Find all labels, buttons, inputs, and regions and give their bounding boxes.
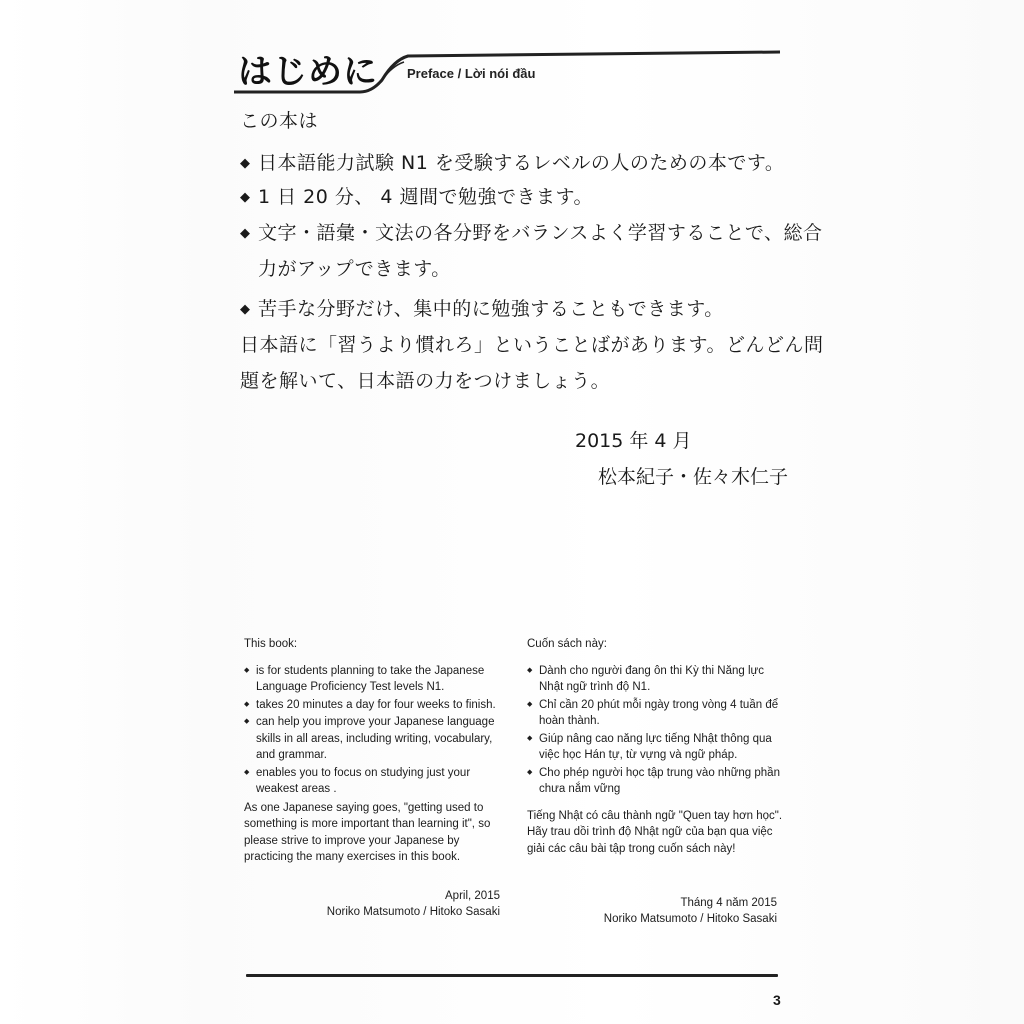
- list-item: ◆ can help you improve your Japanese language skills in all areas, including writing, vocabulary, and grammar.: [244, 714, 504, 764]
- japanese-bullet: ◆ 1 日 20 分、 4 週間で勉強できます。: [240, 186, 594, 208]
- english-heading: This book:: [244, 638, 298, 650]
- list-item: ◆ Chỉ cần 20 phút mỗi ngày trong vòng 4 tuần để hoàn thành.: [527, 697, 783, 730]
- english-authors: Noriko Matsumoto / Hitoko Sasaki: [326, 906, 500, 918]
- vietnamese-heading: Cuốn sách này:: [527, 638, 607, 650]
- english-signature: [244, 888, 500, 920]
- list-item: ◆ enables you to focus on studying just your weakest areas .: [244, 765, 504, 798]
- diamond-bullet-icon: ◆: [240, 156, 251, 171]
- vietnamese-authors: Noriko Matsumoto / Hitoko Sasaki: [603, 913, 777, 925]
- english-date: April, 2015: [445, 890, 500, 902]
- list-item: ◆ Dành cho người đang ôn thi Kỳ thi Năng lực Nhật ngữ trình độ N1.: [527, 663, 783, 696]
- list-item: ◆ Cho phép người học tập trung vào những phần chưa nắm vững: [527, 765, 783, 798]
- japanese-saying-line: 題を解いて、日本語の力をつけましょう。: [240, 370, 611, 392]
- vietnamese-signature: [527, 895, 777, 927]
- vietnamese-section: [527, 636, 783, 857]
- diamond-bullet-icon: ◆: [240, 226, 251, 241]
- english-paragraph: As one Japanese saying goes, "getting used to something is more important than learning it", so please strive to improve your Japanese by practicing the many exercises in this book.: [244, 801, 491, 863]
- japanese-bullet-continued: 力がアップできます。: [258, 258, 451, 280]
- japanese-bullet: ◆ 日本語能力試験 N1 を受験するレベルの人のための本です。: [240, 152, 785, 174]
- japanese-date: 2015 年 4 月: [575, 430, 692, 452]
- japanese-intro: この本は: [240, 110, 319, 132]
- japanese-saying-line: 日本語に「習うより慣れろ」ということばがあります。どんどん問: [240, 334, 824, 356]
- japanese-bullet: ◆ 文字・語彙・文法の各分野をバランスよく学習することで、総合: [240, 222, 823, 244]
- vietnamese-bullet-list: [527, 663, 783, 798]
- list-item: ◆ Giúp nâng cao năng lực tiếng Nhật thông qua việc học Hán tự, từ vựng và ngữ pháp.: [527, 731, 783, 764]
- vietnamese-date: Tháng 4 năm 2015: [680, 897, 777, 909]
- footer-rule: [246, 974, 778, 977]
- english-bullet-list: [244, 663, 504, 798]
- vietnamese-paragraph: Tiếng Nhật có câu thành ngữ "Quen tay hơn học". Hãy trau dồi trình độ Nhật ngữ của bạn qua việc giải các câu bài tập trong cuốn sách này!: [527, 809, 783, 855]
- english-section: [244, 636, 504, 866]
- list-item: ◆ is for students planning to take the Japanese Language Proficiency Test levels N1.: [244, 663, 504, 696]
- page-subtitle: Preface / Lời nói đầu: [407, 66, 536, 81]
- list-item: ◆ takes 20 minutes a day for four weeks to finish.: [244, 697, 504, 714]
- japanese-authors: 松本紀子・佐々木仁子: [598, 466, 789, 488]
- diamond-bullet-icon: ◆: [240, 302, 251, 317]
- page-number: 3: [773, 992, 781, 1008]
- page-title: はじめに: [238, 52, 378, 92]
- diamond-bullet-icon: ◆: [240, 190, 251, 205]
- japanese-bullet: ◆ 苦手な分野だけ、集中的に勉強することもできます。: [240, 298, 724, 320]
